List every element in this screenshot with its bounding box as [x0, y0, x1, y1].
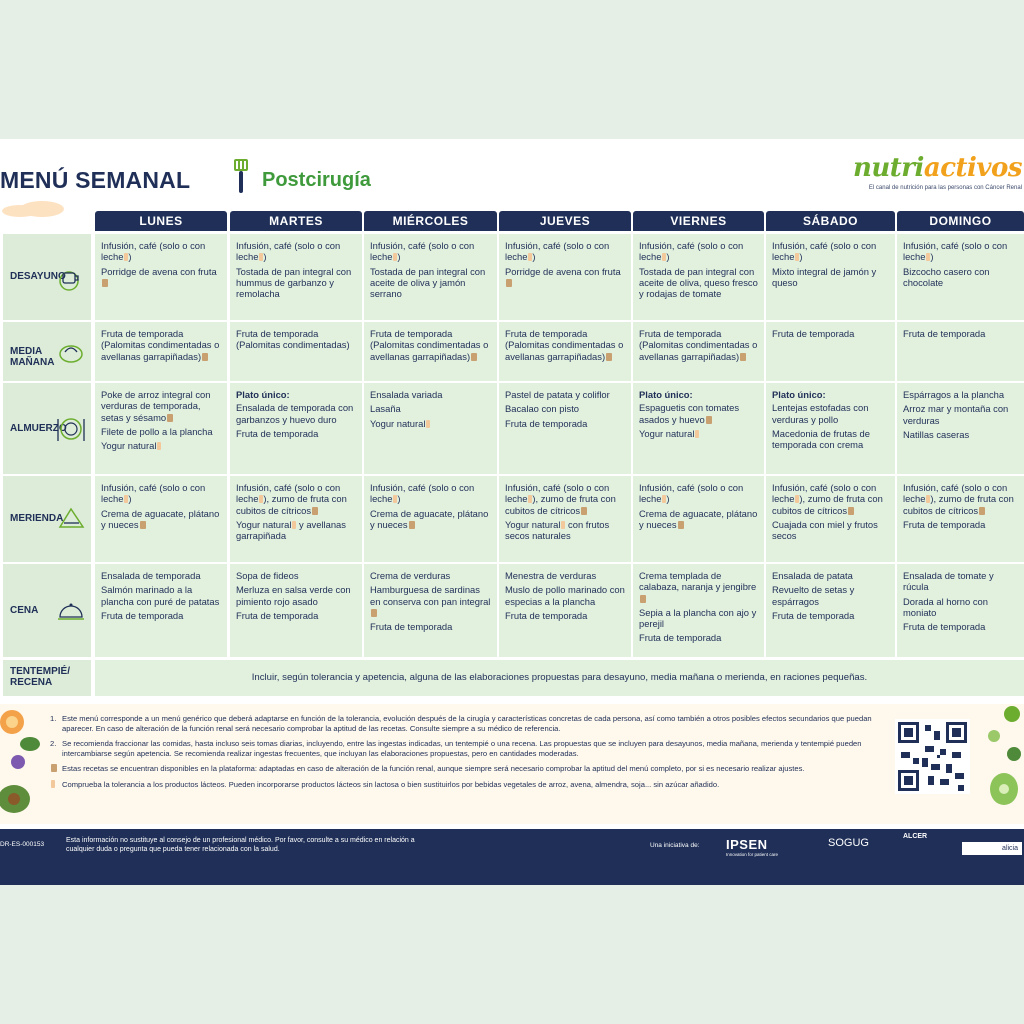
- menu-cell: [230, 234, 362, 320]
- menu-item: Fruta de temporada: [772, 328, 855, 339]
- menu-cell: [230, 322, 362, 381]
- meal-name: TENTEMPIÉ/ RECENA: [10, 666, 71, 688]
- sandwich-icon: [55, 503, 87, 535]
- note-text: Estas recetas se encuentran disponibles en la plataforma: adaptadas en caso de alteración de la función renal, aunque siempre será necesario comprobar la aptitud del menú completo, por si es necesario realizar ajustes.: [62, 764, 805, 773]
- menu-item: Merluza en salsa verde con pimiento rojo asado: [236, 584, 351, 607]
- menu-item: Fruta de temporada: [639, 632, 722, 644]
- menu-item: Tostada de pan integral con hummus de garbanzo y remolacha: [236, 265, 352, 300]
- menu-item: Fruta de temporada: [903, 328, 986, 339]
- menu-cell: [230, 564, 362, 657]
- menu-item: Infusión, café (solo o con leche ): [236, 240, 341, 263]
- menu-cell: [897, 476, 1024, 562]
- alicia-logo[interactable]: alicia: [962, 842, 1022, 855]
- sogug-name: SOGUG: [828, 837, 869, 849]
- menu-cell: [766, 564, 895, 657]
- menu-cell: [633, 234, 764, 320]
- sogug-logo[interactable]: [828, 837, 869, 849]
- alcer-logo[interactable]: [903, 833, 927, 840]
- note-marker: 2.: [50, 739, 57, 748]
- menu-item: Fruta de temporada (Palomitas condimentadas o avellanas garrapiñadas): [101, 328, 220, 362]
- footer-disclaimer: Esta información no sustituye al consejo de un profesional médico. Por favor, consulte a su médico en relación a cualquier duda o pregunta que pueda tener relacionada con la salud.: [66, 837, 415, 853]
- menu-cell: [364, 476, 497, 562]
- footer: [0, 829, 1024, 885]
- menu-item: Yogur natural con frutos secos naturales: [505, 518, 610, 542]
- menu-item: Infusión, café (solo o con leche ): [639, 240, 744, 263]
- page-title: MENÚ SEMANAL: [0, 167, 191, 193]
- menu-item: Espárragos a la plancha: [903, 389, 1005, 400]
- menu-item: Lentejas estofadas con verduras y pollo: [772, 402, 869, 425]
- menu-item: Yogur natural: [101, 440, 222, 451]
- menu-cell: [766, 383, 895, 474]
- menu-item: Infusión, café (solo o con leche ), zumo de fruta con cubitos de cítricos: [236, 482, 347, 516]
- menu-cell: [897, 234, 1024, 320]
- menu-item: Porridge de avena con fruta: [505, 266, 626, 289]
- meal-label-3: [3, 476, 91, 562]
- brand-name-start: nutri: [852, 153, 924, 183]
- menu-cell: [633, 476, 764, 562]
- menu-item: Plato único:: [639, 389, 693, 400]
- menu-cell: [95, 322, 227, 381]
- menu-item: Infusión, café (solo o con leche ), zumo de fruta con cubitos de cítricos: [505, 482, 616, 516]
- menu-item: Tostada de pan integral con aceite de oliva, queso fresco y rodajas de tomate: [639, 265, 758, 300]
- ipsen-tagline: Innovation for patient care: [726, 852, 779, 857]
- menu-cell: [499, 476, 631, 562]
- menu-item: Infusión, café (solo o con leche ): [370, 240, 475, 263]
- menu-cell: [499, 322, 631, 381]
- menu-item: Salmón marinado a la plancha con puré de patatas: [101, 584, 220, 607]
- menu-item: Bacalao con pisto: [505, 403, 580, 415]
- brand-logo: [842, 153, 1022, 191]
- menu-item: Yogur natural: [639, 428, 759, 439]
- meal-name: CENA: [10, 604, 39, 616]
- tentempie-text: Incluir, según tolerancia y apetencia, alguna de las elaboraciones propuestas para desayuno, media mañana o merienda, en raciones pequeñas.: [95, 660, 1024, 696]
- cloud-decoration-icon: [0, 197, 70, 217]
- greens-decoration-icon: [974, 704, 1024, 824]
- menu-item: Crema de aguacate, plátano y nueces: [370, 507, 489, 530]
- menu-item: Fruta de temporada: [101, 609, 184, 621]
- alcer-name: ALCER: [903, 833, 928, 840]
- menu-cell: [633, 383, 764, 474]
- menu-cell: [95, 234, 227, 320]
- menu-item: Infusión, café (solo o con leche ): [505, 240, 610, 263]
- day-header-0: LUNES: [95, 211, 227, 231]
- vegetables-decoration-icon: [0, 704, 45, 824]
- day-header-2: MIÉRCOLES: [364, 211, 497, 231]
- menu-item: Mixto integral de jamón y queso: [772, 265, 877, 288]
- note-marker: 1.: [50, 714, 57, 723]
- menu-item: Infusión, café (solo o con leche ): [101, 240, 206, 263]
- menu-item: Infusión, café (solo o con leche ), zumo de fruta con cubitos de cítricos: [903, 482, 1014, 516]
- menu-item: Fruta de temporada: [370, 621, 453, 633]
- menu-item: Fruta de temporada: [505, 609, 588, 621]
- menu-item: Infusión, café (solo o con leche ): [772, 240, 877, 263]
- menu-cell: [95, 476, 227, 562]
- brand-name-end: activos: [923, 153, 1022, 183]
- menu-cell: [766, 322, 895, 381]
- menu-item: Sepia a la plancha con ajo y perejil: [639, 606, 757, 630]
- menu-cell: [766, 476, 895, 562]
- menu-sheet: [0, 139, 1024, 885]
- menu-item: Yogur natural: [370, 418, 492, 429]
- notes-list: [48, 714, 878, 795]
- menu-item: Fruta de temporada: [903, 621, 986, 633]
- brand-tagline: El canal de nutrición para las personas con Cáncer Renal: [868, 185, 1022, 191]
- menu-item: Fruta de temporada: [505, 417, 588, 429]
- meal-label-2: [3, 383, 91, 474]
- menu-item: Arroz mar y montaña con verduras: [903, 403, 1009, 426]
- coffee-cup-icon: [55, 261, 87, 293]
- note-item: [48, 764, 878, 774]
- fruit-icon: [55, 336, 87, 368]
- menu-cell: [364, 383, 497, 474]
- menu-item: Revuelto de setas y espárragos: [772, 584, 855, 607]
- menu-item: Muslo de pollo marinado con especias a la plancha: [505, 584, 625, 607]
- menu-cell: [499, 564, 631, 657]
- menu-item: Ensalada variada: [370, 389, 443, 400]
- menu-cell: [499, 234, 631, 320]
- menu-cell: [897, 564, 1024, 657]
- menu-item: Plato único:: [772, 389, 826, 400]
- menu-item: Ensalada de temporada: [101, 570, 201, 581]
- menu-item: Macedonia de frutas de temporada con crema: [772, 427, 870, 451]
- meal-name: ALMUERZO: [10, 422, 67, 434]
- page-subtitle: Postcirugía: [262, 169, 371, 191]
- menu-item: Poke de arroz integral con verduras de temporada, setas y sésamo: [101, 389, 211, 423]
- menu-item: Ensalada de patata: [772, 570, 853, 581]
- ipsen-logo[interactable]: [726, 837, 778, 857]
- menu-item: Filete de pollo a la plancha: [101, 425, 213, 437]
- menu-item: Espaguetis con tomates asados y huevo: [639, 402, 740, 425]
- notes-section: [0, 704, 1024, 824]
- note-marker: [50, 764, 57, 774]
- meal-label-4: [3, 564, 91, 657]
- cloche-icon: [55, 595, 87, 627]
- menu-cell: [499, 383, 631, 474]
- note-text: Este menú corresponde a un menú genérico que deberá adaptarse en función de la tolerancia, evolución después de la cirugía y características concretas de cada persona, así como también a otros posibles efectos secundarios que puedan aparecer. En caso de alteración de la función renal será necesario comprobar la aptitud de las recetas. Consulte siempre a su médico de referencia.: [62, 714, 872, 733]
- menu-item: Bizcocho casero con chocolate: [903, 265, 990, 288]
- menu-item: Crema de verduras: [370, 570, 451, 581]
- meal-label-tentempie: [3, 660, 91, 696]
- menu-item: Infusión, café (solo o con leche ): [639, 482, 744, 505]
- menu-item: Hamburguesa de sardinas en conserva con pan integral: [370, 584, 492, 618]
- fork-icon: [230, 159, 252, 193]
- menu-item: Pastel de patata y coliflor: [505, 389, 610, 400]
- menu-item: Infusión, café (solo o con leche ): [370, 482, 475, 505]
- header: [0, 139, 1024, 211]
- menu-item: Fruta de temporada: [772, 609, 855, 621]
- note-item: [48, 780, 878, 790]
- day-header-1: MARTES: [230, 211, 362, 231]
- menu-cell: [897, 322, 1024, 381]
- meal-label-1: [3, 322, 91, 381]
- menu-cell: [633, 322, 764, 381]
- menu-item: Porridge de avena con fruta: [101, 266, 222, 289]
- note-item: [48, 739, 878, 758]
- menu-item: Fruta de temporada (Palomitas condimentadas o avellanas garrapiñadas): [370, 328, 489, 362]
- menu-item: Crema templada de calabaza, naranja y jengibre: [639, 570, 759, 604]
- menu-item: Fruta de temporada (Palomitas condimentadas o avellanas garrapiñadas): [505, 328, 624, 362]
- menu-item: Cuajada con miel y frutos secos: [772, 518, 878, 542]
- note-text: Comprueba la tolerancia a los productos lácteos. Pueden incorporarse productos lácteos sin lactosa o bien sustituirlos por bebidas vegetales de arroz, avena, almendra, soja... sin azúcar añadido.: [62, 779, 720, 789]
- menu-cell: [364, 322, 497, 381]
- menu-cell: [230, 476, 362, 562]
- menu-cell: [95, 383, 227, 474]
- initiative-label: Una iniciativa de:: [650, 842, 700, 849]
- menu-item: Dorada al horno con moniato: [903, 595, 988, 618]
- menu-item: Plato único:: [236, 389, 290, 400]
- note-marker: [50, 780, 55, 790]
- day-header-5: SÁBADO: [766, 211, 895, 231]
- menu-cell: [766, 234, 895, 320]
- menu-item: Crema de aguacate, plátano y nueces: [101, 507, 220, 530]
- menu-item: Fruta de temporada (Palomitas condimentadas o avellanas garrapiñadas): [639, 328, 758, 362]
- menu-cell: [897, 383, 1024, 474]
- document-code: DR-ES-000153: [0, 841, 45, 848]
- menu-item: Menestra de verduras: [505, 570, 597, 581]
- menu-item: Fruta de temporada: [903, 518, 986, 530]
- meal-name: MERIENDA: [10, 513, 64, 524]
- meal-label-0: [3, 234, 91, 320]
- menu-item: Infusión, café (solo o con leche ): [101, 482, 206, 505]
- day-header-3: JUEVES: [499, 211, 631, 231]
- menu-item: Infusión, café (solo o con leche ): [903, 240, 1008, 263]
- menu-cell: [364, 564, 497, 657]
- menu-cell: [230, 383, 362, 474]
- menu-item: Fruta de temporada (Palomitas condimentadas): [236, 328, 350, 351]
- menu-item: Yogur natural y avellanas garrapiñada: [236, 518, 346, 542]
- menu-item: Crema de aguacate, plátano y nueces: [639, 507, 758, 530]
- plate-cutlery-icon: [55, 413, 87, 445]
- menu-item: Sopa de fideos: [236, 570, 299, 581]
- meal-name: MEDIA MAÑANA: [10, 345, 55, 368]
- menu-item: Natillas caseras: [903, 428, 970, 440]
- menu-cell: [95, 564, 227, 657]
- menu-cell: [633, 564, 764, 657]
- day-header-4: VIERNES: [633, 211, 764, 231]
- ipsen-name: IPSEN: [726, 837, 768, 852]
- menu-item: Tostada de pan integral con aceite de oliva y jamón serrano: [370, 265, 486, 300]
- note-item: [48, 714, 878, 733]
- menu-item: Lasaña: [370, 403, 401, 415]
- qr-code[interactable]: [895, 719, 970, 794]
- day-header-6: DOMINGO: [897, 211, 1024, 231]
- menu-item: Ensalada de temporada con garbanzos y huevo duro: [236, 402, 354, 425]
- menu-item: Fruta de temporada: [236, 427, 319, 439]
- note-text: Se recomienda fraccionar las comidas, hasta incluso seis tomas diarias, incluyendo, entre las ingestas indicadas, un tentempié o una recena. Las propuestas que se incluyen para desayunos, media mañana, merienda y tentempié pueden intercambiarse según apetencia. Se recomienda realizar ingestas frecuentes, que incluyan las elaboraciones propuestas, pero en cantidades moderadas.: [62, 739, 862, 758]
- menu-item: Infusión, café (solo o con leche ), zumo de fruta con cubitos de cítricos: [772, 482, 883, 516]
- menu-item: Ensalada de tomate y rúcula: [903, 570, 994, 593]
- meal-name: DESAYUNO: [10, 271, 66, 282]
- menu-cell: [364, 234, 497, 320]
- menu-item: Fruta de temporada: [236, 609, 319, 621]
